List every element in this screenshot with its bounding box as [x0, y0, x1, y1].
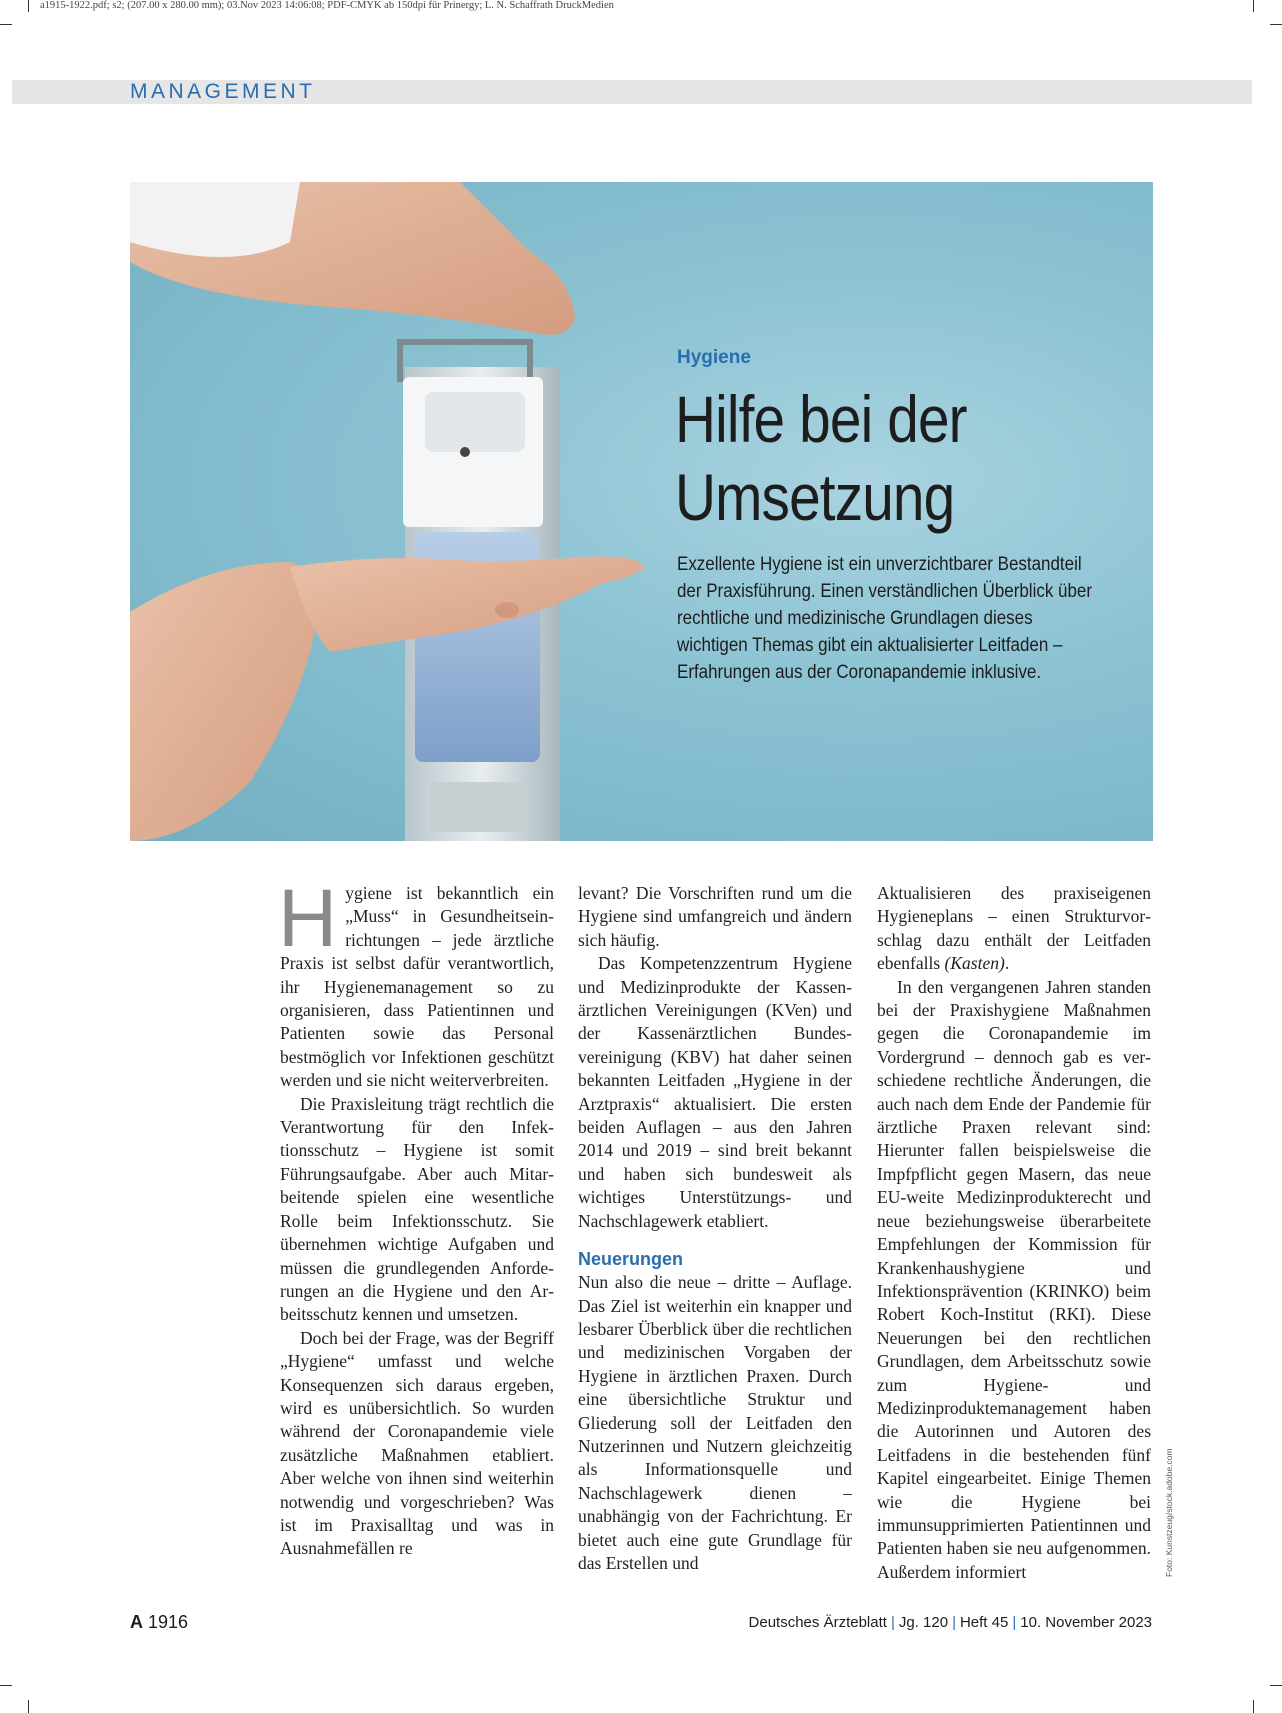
article-lead: Exzellente Hygiene ist ein unverzichtbarer Bestandteil der Praxisführung. Einen verständlichen Überblick über rechtliche und medizinische Grundlagen dieses wichtigen Themas gibt ein aktualisierter Leitfaden – Erfahrungen aus der Coronapandemie inklusive. — [677, 554, 1092, 683]
article-column-3 — [877, 882, 1151, 1584]
crop-mark — [1270, 24, 1282, 25]
journal-issue: Heft 45 — [959, 1614, 1009, 1631]
box-reference: (Kasten) — [944, 953, 1005, 974]
separator: | — [952, 1614, 956, 1631]
journal-name: Deutsches Ärzteblatt — [748, 1614, 887, 1631]
article-column-2 — [578, 882, 852, 1575]
drop-cap: H — [278, 873, 338, 964]
subheading: Neuerungen — [578, 1249, 684, 1270]
paragraph-text: ygiene ist bekanntlich ein „Muss“ in Gesundheitseinrichtungen – jede ärztliche Praxis ist selbst dafür verantwortlich, ihr Hygienemanagement so zu organisieren, dass Patientinnen und Patienten sowie das Personal bestmöglich vor Infektionen geschützt werden und sie nicht weiterverbreiten. — [280, 883, 554, 1091]
crop-mark — [0, 1685, 12, 1686]
crop-mark — [28, 1700, 29, 1713]
crop-mark — [1253, 0, 1254, 12]
paragraph: Die Praxisleitung trägt rechtlich die Verantwortung für den Infektionsschutz – Hygiene ist somit Führungsaufgabe. Aber auch Mitarbeitende spielen eine wesentliche Rolle beim Infektionsschutz. Sie übernehmen wichtige Aufgaben und müssen die grundlegenden Anforderungen an die Hygiene und den Arbeitsschutz kennen und umsetzen. — [280, 1093, 554, 1325]
paragraph: Nun also die neue – dritte – Auflage. Das Ziel ist weiterhin ein knapper und lesbarer Überblick über die rechtlichen und medizinischen Vorgaben der Hygiene in ärztlichen Praxen. Durch eine übersichtliche Struktur und Gliederung soll der Leitfaden den Nutzerinnen und Nutzern gleichzeitig als Informationsquelle und Nachschlagewerk dienen – unabhängig von der Fachrichtung. Er bietet auch eine gute Grundlage für das Erstellen und — [578, 1272, 852, 1573]
journal-info — [749, 1614, 1152, 1631]
print-info-line: a1915-1922.pdf; s2; (207.00 x 280.00 mm); 03.Nov 2023 14:06:08; PDF-CMYK ab 150dpi für Prinergy; L. N. Schaffrath DruckMedien — [40, 0, 614, 11]
paragraph — [877, 882, 1151, 976]
paragraph: Doch bei der Frage, was der Begriff „Hygiene“ umfasst und welche Konsequenzen sich daraus ergeben, wird es unübersichtlich. So wurden während der Coronapandemie viele zusätzliche Maßnahmen etabliert. Aber welche von ihnen sind weiterhin notwendig und vorgeschrieben? Was ist im Praxisalltag und was in Ausnahmefällen re — [280, 1327, 554, 1559]
paragraph: levant? Die Vorschriften rund um die Hygiene sind umfangreich und ändern sich häufig. — [578, 883, 852, 950]
crop-mark — [28, 0, 29, 12]
separator: | — [1012, 1614, 1017, 1631]
page-number — [130, 1612, 188, 1633]
headline-line-1: Hilfe bei der — [675, 382, 967, 456]
paragraph: In den vergangenen Jahren standen bei der Praxishygiene Maßnahmen gegen die Coronapandemie im Vordergrund – dennoch gab es verschiedene rechtliche Änderungen, die auch nach dem Ende der Pandemie für ärztliche Praxen relevant sind: Hierunter fallen beispielsweise die Impfpflicht gegen Masern, das neue EU-weite Medizinprodukterecht und neue beziehungsweise überarbeitete Empfehlungen der Kommission für Krankenhaushygiene und Infektionsprävention (KRINKO) beim Robert Koch-Institut (RKI). Diese Neuerungen bei den rechtlichen Grundlagen, dem Arbeitsschutz sowie zum Hygiene- und Medizinproduktemanagement haben die Autorinnen und Autoren des Leitfadens in die bestehenden fünf Kapitel eingearbeitet. Einige Themen wie die Hygiene bei immunsupprimierten Patientinnen und Patienten haben sie neu aufgenommen. Außerdem informiert — [877, 976, 1151, 1582]
crop-mark — [1253, 1700, 1254, 1713]
journal-date: 10. November 2023 — [1020, 1614, 1152, 1631]
page-letter: A — [130, 1612, 143, 1632]
journal-volume: Jg. 120 — [898, 1614, 949, 1631]
crop-mark — [1270, 1685, 1282, 1686]
paragraph — [278, 873, 554, 1093]
article-kicker: Hygiene — [677, 347, 751, 368]
headline-line-2: Umsetzung — [675, 460, 955, 534]
crop-mark — [0, 24, 12, 25]
paragraph-end: . — [1004, 953, 1010, 974]
section-label: MANAGEMENT — [130, 80, 316, 103]
article-column-1 — [278, 873, 554, 1561]
separator: | — [890, 1614, 895, 1631]
paragraph-text: Aktualisieren des praxiseigenen Hygieneplans – einen Strukturvorschlag dazu enthält der Leitfaden ebenfalls — [877, 883, 1151, 974]
paragraph: Das Kompetenzzentrum Hygiene und Medizinprodukte der Kassenärztlichen Vereinigungen (KVen) und der Kassenärztlichen Bundesvereinigung (KBV) hat daher seinen bekannten Leitfaden „Hygiene in der Arztpraxis“ aktualisiert. Die ersten beiden Auflagen – aus den Jahren 2014 und 2019 – sind breit bekannt und haben sich bundesweit als wichtiges Unterstützungs- und Nachschlagewerk etabliert. — [578, 953, 852, 1231]
photo-credit: Foto: Kunstzeug/stock.adobe.com — [1164, 1448, 1174, 1577]
article-headline — [675, 380, 1071, 536]
page-number-value: 1916 — [148, 1612, 189, 1632]
